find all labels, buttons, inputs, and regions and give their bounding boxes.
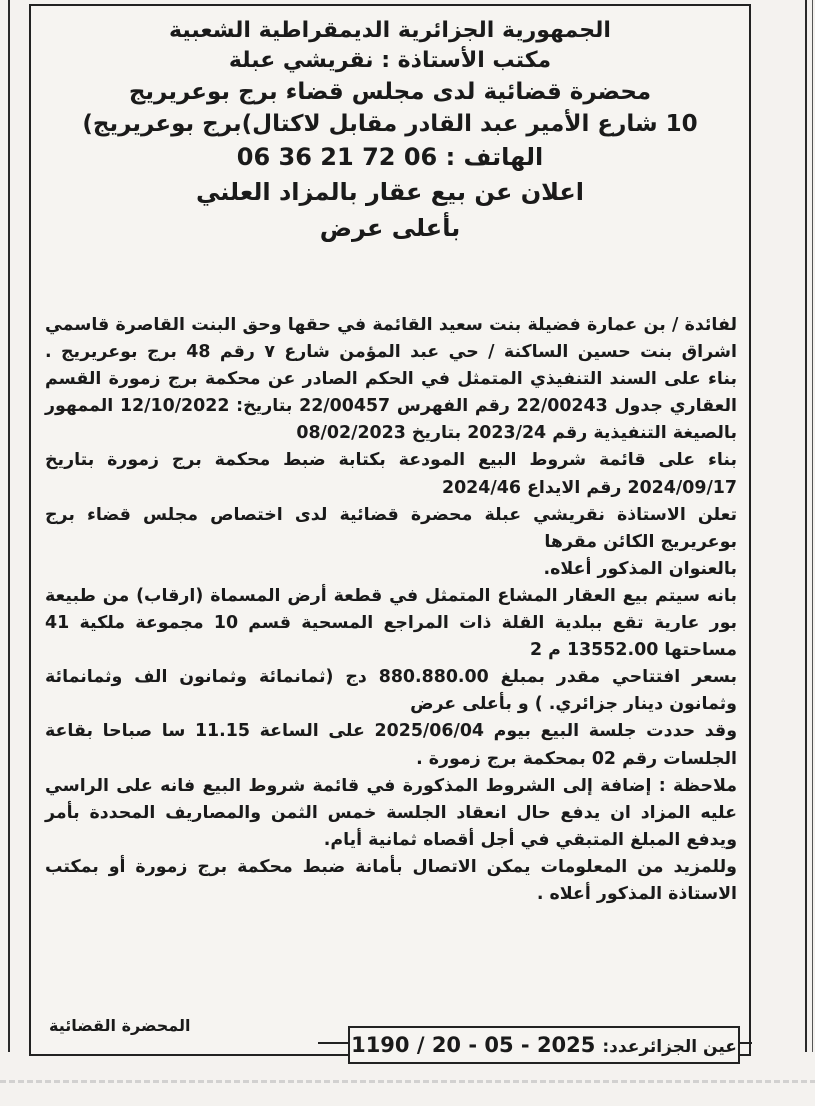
page-column-rule-left xyxy=(8,0,10,1052)
note-paragraph: ملاحظة : إضافة إلى الشروط المذكورة في قائمة شروط البيع فانه على الراسي عليه المزاد ان يدفع حال انعقاد الجلسة خمس الثمن والمصاريف المحددة بأمر ويدفع المبلغ المتبقي في أجل أقصاه ثمانية أيام. xyxy=(45,775,737,850)
announcement-body xyxy=(45,312,737,908)
publication-number-date: 1190 / 20 - 05 - 2025 xyxy=(351,1033,596,1057)
office-phone: الهاتف : 06 72 21 36 06 xyxy=(236,143,544,171)
bailiff-title: محضرة قضائية لدى مجلس قضاء برج بوعريريج xyxy=(128,79,652,105)
print-bleed-texture xyxy=(0,1080,815,1083)
address-reference-paragraph: بالعنوان المذكور أعلاه. xyxy=(543,558,737,579)
page-column-rule-right-outer xyxy=(812,0,813,1052)
page-column-rule-right xyxy=(805,0,807,1052)
signature: المحضرة القضائية xyxy=(49,1016,191,1035)
bailiff-announcement-paragraph: تعلن الاستاذة نقريشي عبلة محضرة قضائية لدى اختصاص مجلس قضاء برج بوعريريج الكائن مقرها xyxy=(45,504,737,552)
announcement-subtitle: بأعلى عرض xyxy=(319,214,461,242)
sale-conditions-paragraph: بناء على قائمة شروط البيع المودعة بكتابة ضبط محكمة برج زمورة بتاريخ 2024/09/17 رقم الايداع 2024/46 xyxy=(45,450,737,498)
announcement-header xyxy=(31,6,749,246)
property-description-paragraph: بانه سيتم بيع العقار المشاع المتمثل في قطعة أرض المسماة (ارقاب) من طبيعة بور عارية تقع ببلدية القلة ذات المراجع المسحية قسم 10 مجموعة ملكية 41 مساحتها 13552.00 م 2 xyxy=(45,585,738,661)
announcement-title: اعلان عن بيع عقار بالمزاد العلني xyxy=(195,178,585,206)
announcement-frame xyxy=(29,4,751,1056)
opening-price-paragraph: بسعر افتتاحي مقدر بمبلغ 880.880.00 دج (ثمانمائة وثمانون الف وثمانمائة وثمانون دينار جزائري. ) و بأعلى عرض xyxy=(45,667,737,715)
office-name: مكتب الأستاذة : نقريشي عبلة xyxy=(228,48,552,73)
court-judgment-paragraph: بناء على السند التنفيذي المتمثل في الحكم الصادر عن محكمة برج زمورة القسم العقاري جدول 22/00243 رقم الفهرس 22/00457 بتاريخ: 12/10/2022 الممهور بالصيغة التنفيذية رقم 2023/24 بتاريخ 08/02/2023 xyxy=(45,369,737,444)
republic-title: الجمهورية الجزائرية الديمقراطية الشعبية xyxy=(169,18,611,43)
office-address: 10 شارع الأمير عبد القادر مقابل لاكتال)برج بوعريريج) xyxy=(82,111,698,137)
publication-label: عين الجزائرعدد: xyxy=(602,1037,737,1057)
beneficiary-paragraph: لفائدة / بن عمارة فضيلة بنت سعيد القائمة في حقها وحق البنت القاصرة قاسمي اشراق بنت حسين الساكنة / حي عبد المؤمن شارع ٧ رقم 48 برج بوعريريج . xyxy=(45,315,737,363)
sale-session-paragraph: وقد حددت جلسة البيع بيوم 2025/06/04 على الساعة 11.15 سا صباحا بقاعة الجلسات رقم 02 بمحكمة برج زمورة . xyxy=(45,721,738,769)
publication-reference-box xyxy=(348,1026,740,1064)
contact-paragraph: وللمزيد من المعلومات يمكن الاتصال بأمانة ضبط محكمة برج زمورة أو بمكتب الاستاذة المذكور أعلاه . xyxy=(45,856,737,904)
